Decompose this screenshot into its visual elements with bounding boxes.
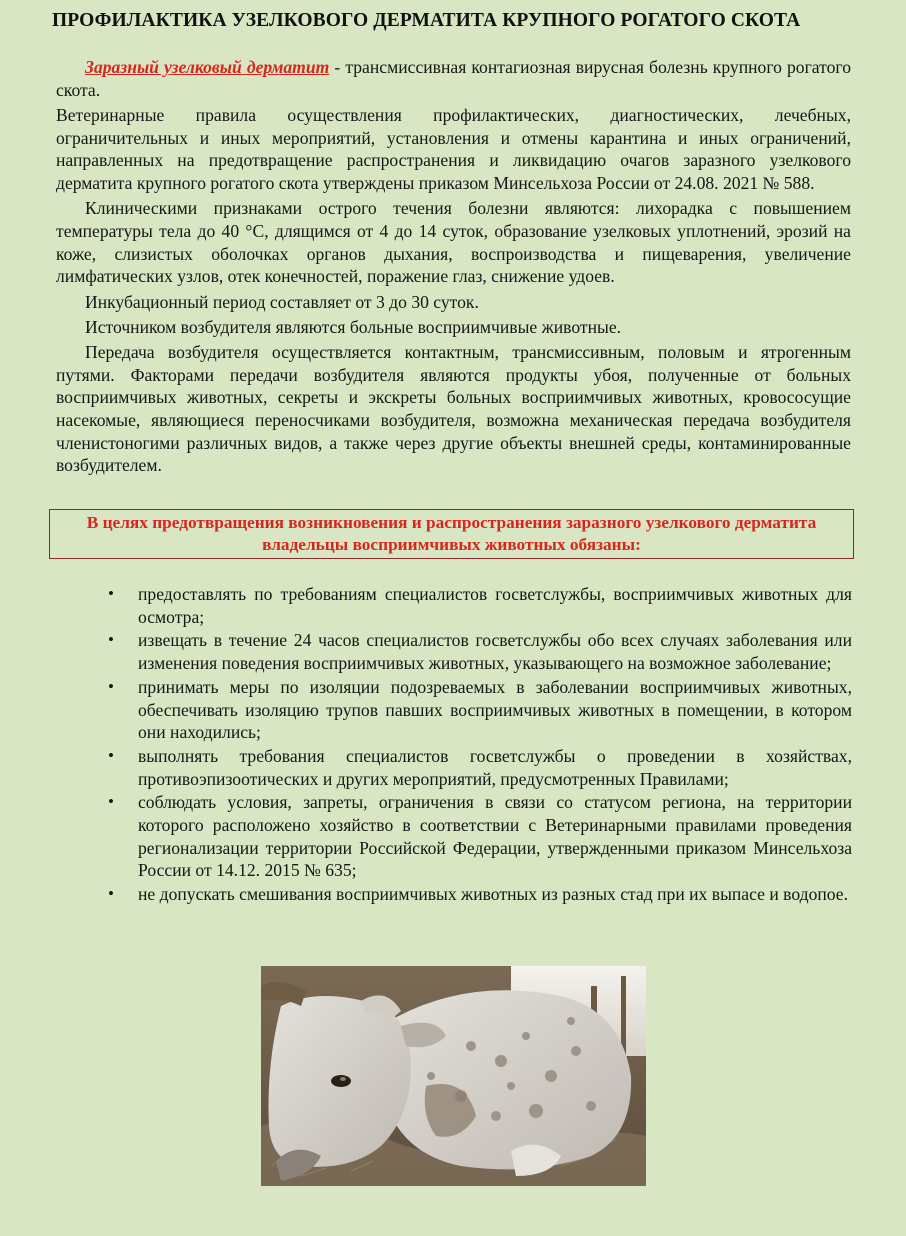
page-title: ПРОФИЛАКТИКА УЗЕЛКОВОГО ДЕРМАТИТА КРУПНОГО РОГАТОГО СКОТА	[52, 10, 801, 31]
owner-duties-list	[102, 583, 852, 907]
list-item	[102, 629, 852, 674]
paragraph-source: Источником возбудителя являются больные восприимчивые животные.	[85, 316, 622, 337]
list-item	[102, 791, 852, 882]
duty-text: предоставлять по требованиям специалистов госветслужбы, восприимчивых животных для осмотра;	[138, 584, 852, 627]
list-item	[102, 676, 852, 744]
paragraph-regulations: Ветеринарные правила осуществления профилактических, диагностических, лечебных, ограничительных и иных мероприятий, установления и отмены карантина и иных ограничений, направленных на предотвращение распространения и ликвидацию очагов заразного узелкового дерматита крупного рогатого скота утверждены приказом Минсельхоза России от 24.08. 2021 № 588.	[56, 104, 851, 194]
obligations-notice-text: В целях предотвращения возникновения и распространения заразного узелкового дерматита владельцы восприимчивых животных обязаны:	[86, 513, 817, 554]
intro-paragraph	[56, 56, 851, 101]
disease-definition: - трансмиссивная контагиозная вирусная болезнь крупного рогатого скота.	[56, 57, 851, 100]
article-body	[56, 56, 851, 480]
bullet-icon: •	[108, 745, 114, 765]
bullet-icon: •	[108, 884, 114, 904]
disease-term: Заразный узелковый дерматит	[85, 57, 330, 77]
list-item	[102, 583, 852, 628]
paragraph-symptoms: Клиническими признаками острого течения болезни являются: лихорадка с повышением температуры тела до 40 °С, длящимся от 4 до 14 суток, образование узелковых уплотнений, эрозий на коже, слизистых оболочках органов дыхания, воспроизводства и пищеварения, увеличение лимфатических узлов, отек конечностей, поражение глаз, снижение удоев.	[56, 198, 851, 287]
bullet-icon: •	[108, 584, 114, 603]
obligations-notice-box	[49, 509, 854, 559]
duty-text: выполнять требования специалистов госветслужбы о проведении в хозяйствах, противоэпизоотических и других мероприятий, предусмотренных Правилами;	[138, 745, 852, 789]
bullet-icon: •	[108, 676, 114, 696]
duty-text: извещать в течение 24 часов специалистов госветслужбы обо всех случаях заболевания или изменения поведения восприимчивых животных, указывающего на возможное заболевание;	[138, 630, 852, 674]
cow-with-nodules-photo	[261, 966, 646, 1186]
bullet-icon: •	[108, 630, 114, 650]
list-item	[102, 883, 852, 906]
paragraph-incubation: Инкубационный период составляет от 3 до 30 суток.	[85, 291, 479, 312]
duty-text: не допускать смешивания восприимчивых животных из разных стад при их выпасе и водопое.	[138, 884, 849, 905]
duty-text: принимать меры по изоляции подозреваемых в заболевании восприимчивых животных, обеспечивать изоляцию трупов павших восприимчивых животных в помещении, в котором они находились;	[138, 676, 852, 743]
bullet-icon: •	[108, 792, 114, 812]
duty-text: соблюдать условия, запреты, ограничения в связи со статусом региона, на территории которого расположено хозяйство в соответствии с Ветеринарными правилами проведения регионализации территории Российской Федерации, утвержденными приказом Минсельхоза России от 14.12. 2015 № 635;	[138, 792, 852, 881]
cow-illustration	[261, 966, 646, 1186]
paragraph-transmission: Передача возбудителя осуществляется контактным, трансмиссивным, половым и ятрогенным путями. Факторами передачи возбудителя являются продукты убоя, полученные от больных восприимчивых животных, секреты и экскреты больных восприимчивых животных, кровососущие насекомые, являющиеся переносчиками возбудителя, возможна механическая передача возбудителя членистоногими различных видов, а также через другие объекты внешней среды, контаминированные возбудителем.	[56, 341, 851, 476]
list-item	[102, 745, 852, 790]
